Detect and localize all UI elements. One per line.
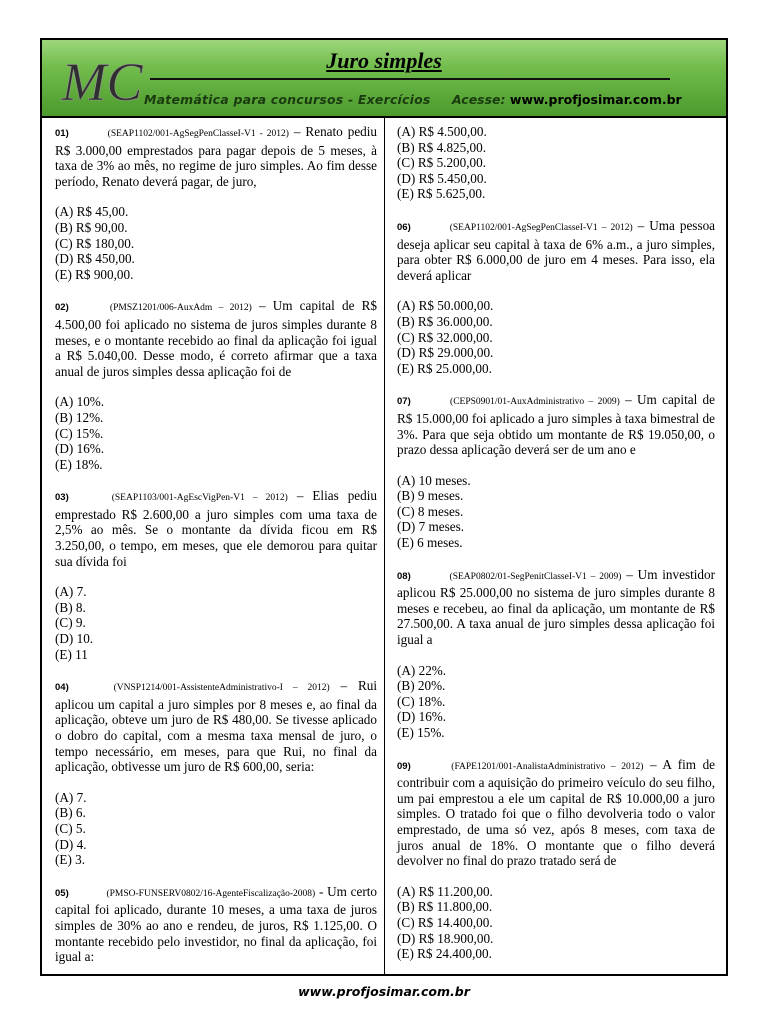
option-a: (A) 22%. (397, 662, 447, 678)
option-c: (C) 15%. (55, 425, 104, 441)
question-06 (397, 218, 715, 283)
option-d: (D) 4. (55, 836, 87, 852)
option-e: (E) 18%. (55, 456, 103, 472)
option-d: (D) R$ 5.450,00. (397, 170, 487, 186)
question-intro: – Uma (637, 217, 675, 233)
question-text: aplicou um capital a juro simples por 8 meses e, ao final da aplicação, obteve um juro de R$ 480,00. Se tivesse aplicado o dobro do capital, com a mesma taxa mensal de juro, o tempo necessário, em meses, para que Rui, no final da aplicação, obtivesse um juro de R$ 600,00, seria: (55, 696, 377, 775)
option-a: (A) 7. (55, 789, 87, 805)
option-d: (D) R$ 450,00. (55, 251, 135, 267)
question-source: (FAPE1201/001-AnalistaAdministrativo – 2012) (451, 761, 644, 772)
question-source: (CEPS0901/01-AuxAdministrativo – 2009) (450, 397, 620, 408)
question-04 (55, 678, 377, 775)
options-09 (397, 884, 715, 962)
question-08 (397, 567, 715, 648)
question-source: (SEAP1103/001-AgEscVigPen-V1 – 2012) (111, 493, 288, 504)
question-intro: – Um (626, 566, 658, 582)
option-b: (B) 20%. (397, 678, 446, 694)
options-06 (397, 298, 715, 376)
option-e: (E) R$ 25.000,00. (397, 360, 492, 376)
question-number: 06) (397, 221, 411, 233)
option-b: (B) 8. (55, 599, 86, 615)
question-number: 07) (397, 396, 411, 408)
header-banner (42, 40, 726, 118)
access-url[interactable]: www.profjosimar.com.br (509, 92, 682, 107)
question-intro: – Um capital de (625, 392, 716, 408)
question-number: 03) (55, 492, 69, 504)
option-a: (A) 10%. (55, 394, 105, 410)
option-b: (B) R$ 90,00. (55, 219, 128, 235)
options-07 (397, 473, 715, 551)
option-c: (C) 5. (55, 820, 86, 836)
question-intro: – Um capital de R$ (258, 298, 378, 314)
option-e: (E) R$ 900,00. (55, 266, 134, 282)
question-text: investidor aplicou R$ 25.000,00 no sistema de juro simples durante 8 meses e recebeu, ao final da aplicação, um montante de R$ 27.500,00. A taxa anual de juro simples dessa aplicação foi igual a (397, 566, 716, 648)
question-number: 04) (55, 682, 69, 694)
option-a: (A) R$ 45,00. (55, 204, 129, 220)
question-09 (397, 757, 715, 869)
option-e: (E) 11 (55, 646, 88, 662)
question-source: (SEAP1102/001-AgSegPenClasseI-V1 - 2012) (107, 129, 289, 139)
question-number: 09) (397, 760, 411, 772)
option-a: (A) 10 meses. (397, 472, 471, 488)
question-text: pediu R$ 3.000,00 emprestados para pagar depois de 5 meses, à taxa de 3% ao mês, no regime de juro simples. Ao fim desse período, Renato deverá pagar, de juro, (55, 124, 378, 189)
option-c: (C) 9. (55, 615, 86, 631)
option-c: (C) 18%. (397, 693, 446, 709)
access-label: Acesse: (452, 92, 506, 107)
options-05 (397, 124, 715, 202)
options-08 (397, 663, 715, 741)
option-c: (C) R$ 32.000,00. (397, 329, 493, 345)
option-a: (A) R$ 50.000,00. (397, 298, 494, 314)
option-a: (A) R$ 11.200,00. (397, 883, 493, 899)
question-text: emprestado R$ 2.600,00 a juro simples com uma taxa de 2,5% ao mês. Se o montante da dívida ficou em R$ 3.250,00, o tempo, em meses, que ele demorou para quitar sua dívida foi (55, 506, 377, 569)
option-b: (B) 9 meses. (397, 488, 464, 504)
question-source: (PMSO-FUNSERV0802/16-AgenteFiscalização-2008) (106, 888, 316, 899)
option-c: (C) 8 meses. (397, 503, 464, 519)
question-source: (PMSZ1201/006-AuxAdm – 2012) (109, 303, 252, 314)
option-b: (B) 12%. (55, 409, 104, 425)
question-02 (55, 298, 377, 379)
option-e: (E) 15%. (397, 725, 445, 740)
option-b: (B) R$ 36.000,00. (397, 313, 493, 329)
question-intro: – Renato (293, 124, 343, 139)
question-source: (SEAP1102/001-AgSegPenClasseI-V1 – 2012) (449, 222, 633, 233)
option-a: (A) 7. (55, 584, 87, 600)
header-subtitle: Matemática para concursos - Exercícios (144, 92, 431, 107)
options-01 (55, 204, 377, 282)
page-frame (40, 38, 728, 976)
column-divider (384, 116, 385, 974)
option-e: (E) R$ 5.625,00. (397, 186, 486, 202)
option-d: (D) 16%. (397, 709, 447, 725)
question-text: certo capital foi aplicado, durante 10 meses, a uma taxa de juros simples de 30% ao ano e rendeu, de juros, R$ 1.125,00. O montante recebido pelo investidor, no final da aplicação, foi igual a: (55, 883, 378, 965)
question-number: 02) (55, 302, 69, 314)
question-07 (397, 392, 715, 457)
option-b: (B) R$ 4.825,00. (397, 139, 487, 155)
question-intro: - Um (318, 883, 347, 899)
option-c: (C) R$ 14.400,00. (397, 914, 493, 930)
right-column (397, 124, 715, 978)
page-title: Juro simples (326, 48, 442, 73)
option-e: (E) 6 meses. (397, 535, 463, 551)
option-b: (B) R$ 11.800,00. (397, 899, 493, 915)
option-a: (A) R$ 4.500,00. (397, 124, 487, 139)
question-intro: – Elias pediu (296, 488, 378, 504)
options-02 (55, 394, 377, 472)
question-number: 08) (397, 570, 411, 582)
question-05 (55, 884, 377, 965)
question-intro: – Rui (340, 678, 378, 694)
option-c: (C) R$ 5.200,00. (397, 155, 487, 171)
options-03 (55, 584, 377, 662)
title-divider (150, 78, 670, 80)
option-d: (D) R$ 29.000,00. (397, 345, 494, 361)
option-d: (D) 16%. (55, 441, 105, 457)
option-d: (D) R$ 18.900,00. (397, 930, 494, 946)
question-text: 4.500,00 foi aplicado no sistema de juros simples durante 8 meses, e o montante recebido ao final da aplicação foi igual a R$ 5.040,00. Desse modo, é correto afirmar que a taxa anual de juros simples dessa aplicação foi de (55, 316, 377, 379)
option-c: (C) R$ 180,00. (55, 235, 135, 251)
option-d: (D) 7 meses. (397, 519, 465, 535)
question-text: contribuir com a aquisição do primeiro veículo do seu filho, um pai emprestou a ele um capital de R$ 10.000,00 a juro simples. O tratado foi que o filho devolveria todo o valor emprestado, de uma só vez, após 8 meses, com taxa de juros anual de 18%. O montante que o filho deverá devolver no final do prazo tratado será de (397, 775, 715, 869)
footer-url[interactable]: www.profjosimar.com.br (298, 984, 470, 999)
option-e: (E) R$ 24.400,00. (397, 946, 492, 962)
question-01 (55, 124, 377, 189)
question-text: R$ 15.000,00 foi aplicado a juro simples à taxa bimestral de 3%. Para que seja obtido um montante de R$ 19.050,00, o prazo dessa aplicação deverá ser de um ano e (397, 410, 715, 458)
question-source: (VNSP1214/001-AssistenteAdministrativo-I – 2012) (113, 683, 330, 694)
option-e: (E) 3. (55, 852, 86, 868)
options-04 (55, 790, 377, 868)
header-access (452, 92, 682, 107)
logo-text: MC (61, 52, 143, 112)
option-d: (D) 10. (55, 631, 94, 647)
question-number: 05) (55, 887, 69, 899)
question-number: 01) (55, 128, 69, 139)
question-intro: – A fim de (649, 756, 716, 772)
question-source: (SEAP0802/01-SegPenitClasseI-V1 – 2009) (449, 571, 622, 582)
left-column (55, 124, 377, 965)
question-03 (55, 488, 377, 569)
question-text: pessoa deseja aplicar seu capital à taxa de 6% a.m., a juro simples, para obter R$ 6.000,00 de juro em 4 meses. Para isso, ela deverá aplicar (397, 217, 716, 283)
option-b: (B) 6. (55, 805, 86, 821)
